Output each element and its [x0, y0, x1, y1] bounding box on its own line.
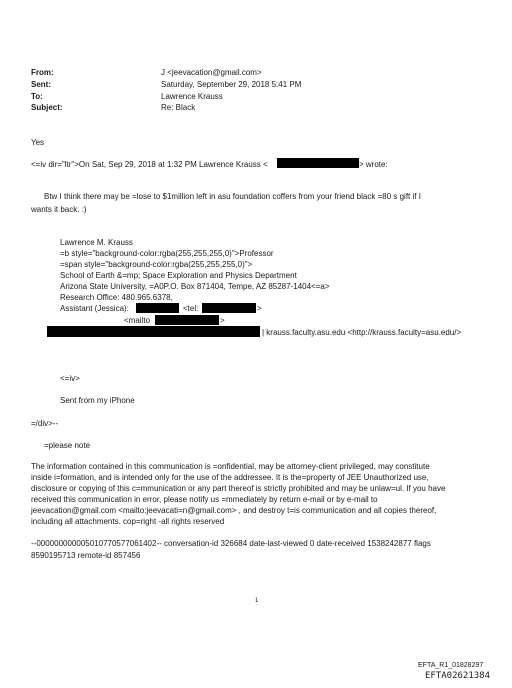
- quoted-line-1: Btw I think there may be =lose to $1million left in asu foundation coffers from your friend black =80 s gift if I: [44, 192, 421, 201]
- disclaimer-line: disclosure or copying of this c=mmunication or any part thereof is strictly prohibited and may be unlaw=ul. If you have: [31, 484, 446, 493]
- footer-id-r1: EFTA_R1_01828297: [418, 662, 484, 669]
- page-number: 1: [255, 598, 259, 604]
- subject-label: Subject:: [31, 103, 63, 112]
- quote-intro: <=iv dir="ltr">On Sat, Sep 29, 2018 at 1:32 PM Lawrence Krauss <: [31, 160, 268, 169]
- quoted-line-2: wants it back. :): [31, 205, 87, 214]
- sig-line-name: Lawrence M. Krauss: [60, 238, 133, 247]
- reply-text: Yes: [31, 138, 45, 147]
- tel-label: <tel:: [183, 304, 199, 313]
- iv-close-tag: <=iv>: [60, 374, 80, 383]
- disclaimer-line: The information contained in this communication is =onfidential, may be attorney-client privileged, may constitute: [31, 462, 430, 471]
- from-label: From:: [31, 68, 54, 77]
- meta-line-2: 8590195713 remote-id 857456: [31, 551, 141, 560]
- from-value: J <jeevacation@gmail.com>: [161, 68, 262, 77]
- redaction-tel: [202, 303, 256, 313]
- tel-close: >: [257, 304, 262, 313]
- sig-line-span: =span style="background-color:rgba(255,255,255,0)">: [60, 260, 253, 269]
- div-close-tag: =/div>--: [31, 419, 59, 428]
- footer-id-efta: EFTA02621384: [425, 671, 491, 681]
- redaction-assistant: [136, 303, 179, 313]
- sent-value: Saturday, September 29, 2018 5:41 PM: [161, 80, 302, 89]
- assistant-label: Assistant (Jessica):: [60, 304, 129, 313]
- sent-label: Sent:: [31, 80, 51, 89]
- faculty-link[interactable]: | krauss.faculty.asu.edu <http://krauss.faculty=asu.edu/>: [262, 328, 462, 337]
- sig-line-address: Arizona State University, =A0P.O. Box 871404, Tempe, AZ 85287-1404<=a>: [60, 282, 330, 291]
- quote-intro-end: > wrote:: [359, 160, 388, 169]
- redaction-block: [47, 326, 260, 337]
- redaction-email: [277, 158, 359, 168]
- sig-line-office: Research Office: 480.965.6378,: [60, 293, 173, 302]
- to-label: To:: [31, 92, 43, 101]
- mailto-label: <mailto: [124, 316, 151, 325]
- disclaimer-line: received this communication in error, please notify us =mmediately by return e-mail or by e-mail to: [31, 495, 378, 504]
- disclaimer-line: inside i=formation, and is intended only for the use of the addressee. It is the=property of JEE Unauthorized use,: [31, 473, 429, 482]
- mailto-close: >: [220, 316, 225, 325]
- disclaimer-line: jeevacation@gmail.com <mailto:jeevacati=n@gmail.com> , and destroy t=is communication and all copies thereof,: [31, 506, 437, 515]
- redaction-mailto: [155, 315, 219, 325]
- sig-line-department: School of Earth &=mp; Space Exploration and Physics Department: [60, 271, 297, 280]
- subject-value: Re: Black: [161, 103, 196, 112]
- meta-line-1: --000000000005010770577061402-- conversation-id 326684 date-last-viewed 0 date-received 1538242877 flags: [31, 539, 431, 548]
- disclaimer-line: including all attachments. cop=right -all rights reserved: [31, 517, 225, 526]
- sig-line-title: =b style="background-color:rgba(255,255,255,0)">Professor: [60, 249, 274, 258]
- sent-from-line: Sent from my iPhone: [60, 396, 135, 405]
- to-value: Lawrence Krauss: [161, 92, 223, 101]
- please-note: =please note: [44, 441, 91, 450]
